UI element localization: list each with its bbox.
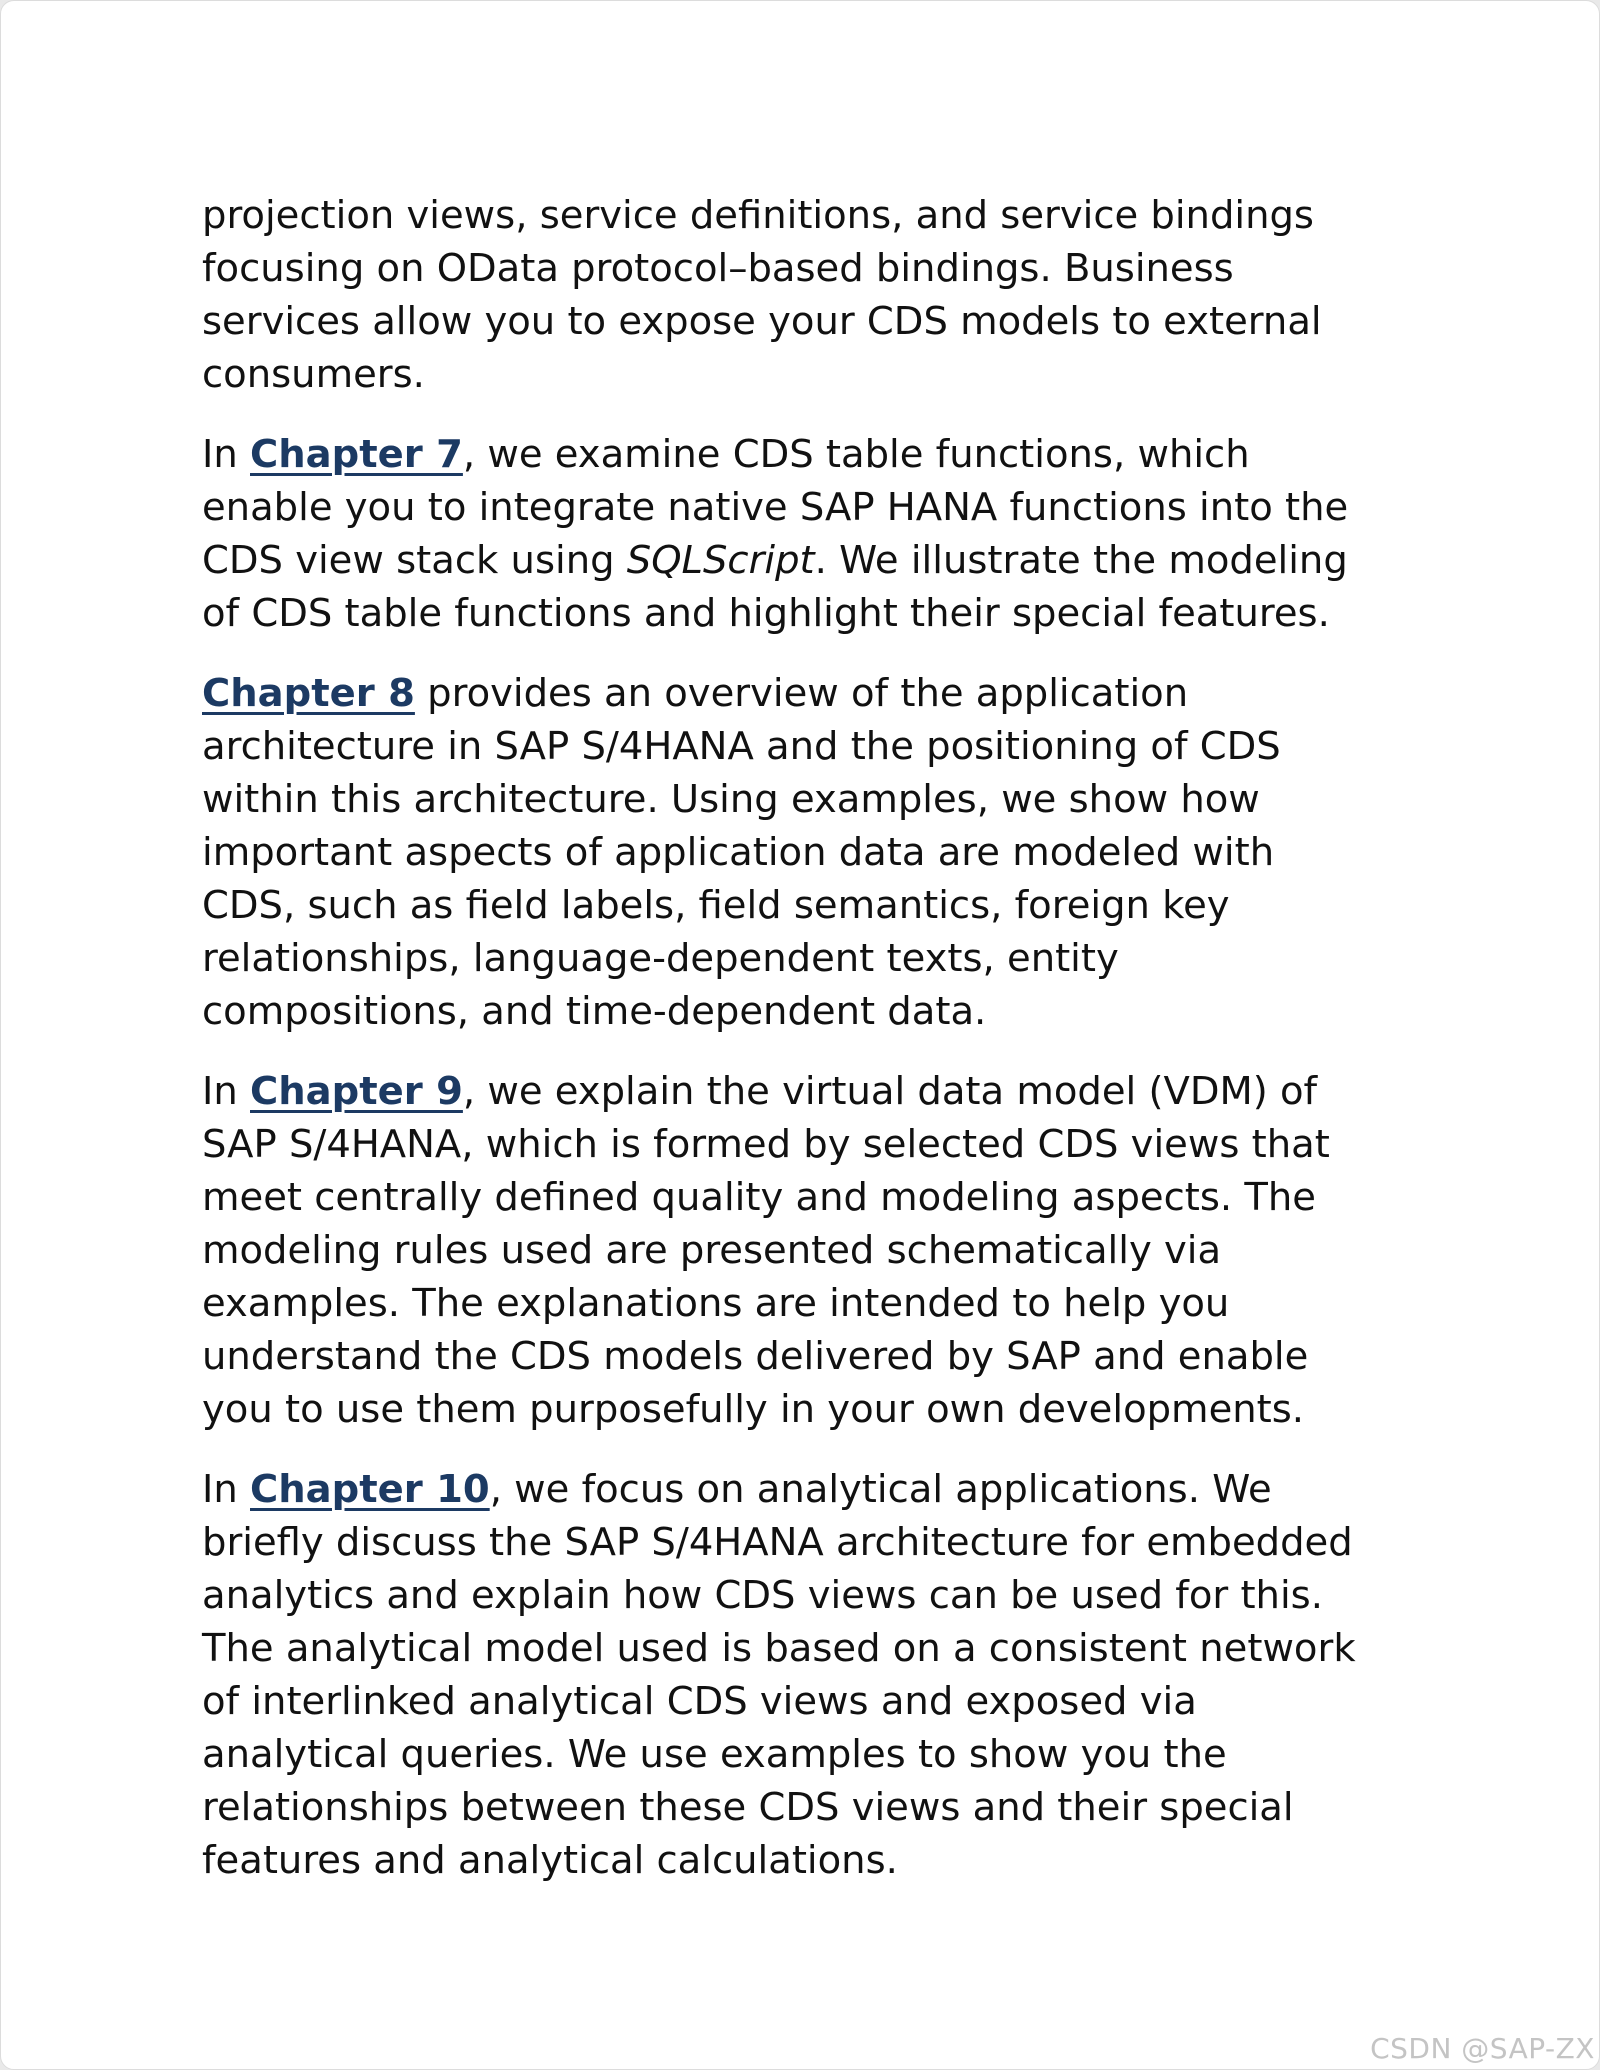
chapter-7-link[interactable]: Chapter 7 [250, 432, 463, 477]
text-line: important aspects of application data are modeled with [202, 830, 1275, 875]
text-line [202, 1065, 1402, 1118]
text-fragment: provides an overview of the application [414, 671, 1189, 716]
paragraph-1 [202, 189, 1402, 401]
paragraph-2 [202, 428, 1402, 640]
text-line: enable you to integrate native SAP HANA functions into the [202, 485, 1349, 530]
chapter-10-link[interactable]: Chapter 10 [250, 1467, 490, 1512]
text-line [202, 1463, 1402, 1516]
text-line [202, 428, 1402, 481]
text-line: briefly discuss the SAP S/4HANA architecture for embedded [202, 1520, 1353, 1565]
text-line: consumers. [202, 352, 425, 397]
csdn-watermark: CSDN @SAP-ZX [1370, 2032, 1595, 2065]
text-line: modeling rules used are presented schematically via [202, 1228, 1222, 1273]
text-line: CDS, such as field labels, field semantics, foreign key [202, 883, 1230, 928]
text-prefix: In [202, 432, 250, 477]
text-line: of interlinked analytical CDS views and exposed via [202, 1679, 1197, 1724]
text-line: understand the CDS models delivered by SAP and enable [202, 1334, 1309, 1379]
text-line: SAP S/4HANA, which is formed by selected CDS views that [202, 1122, 1330, 1167]
text-line: meet centrally defined quality and modeling aspects. The [202, 1175, 1316, 1220]
text-fragment: , we explain the virtual data model (VDM) of [462, 1069, 1318, 1114]
chapter-9-link[interactable]: Chapter 9 [250, 1069, 463, 1114]
text-line: examples. The explanations are intended to help you [202, 1281, 1230, 1326]
text-line: you to use them purposefully in your own developments. [202, 1387, 1305, 1432]
text-fragment: . We illustrate the modeling [814, 538, 1348, 583]
text-line: compositions, and time-dependent data. [202, 989, 987, 1034]
text-line: architecture in SAP S/4HANA and the positioning of CDS [202, 724, 1281, 769]
chapter-8-link[interactable]: Chapter 8 [202, 671, 415, 716]
text-line: services allow you to expose your CDS models to external [202, 299, 1322, 344]
text-line: focusing on OData protocol–based bindings. Business [202, 246, 1234, 291]
text-fragment: CDS view stack using [202, 538, 627, 583]
sqlscript-term: SQLScript [626, 538, 815, 583]
page-content [202, 189, 1402, 1914]
paragraph-4 [202, 1065, 1402, 1436]
text-line: relationships, language-dependent texts, entity [202, 936, 1119, 981]
text-prefix: In [202, 1467, 250, 1512]
paragraph-5 [202, 1463, 1402, 1887]
text-line: projection views, service definitions, and service bindings [202, 193, 1314, 238]
text-fragment: , we focus on analytical applications. We [489, 1467, 1272, 1512]
paragraph-3 [202, 667, 1402, 1038]
text-line: within this architecture. Using examples, we show how [202, 777, 1260, 822]
text-prefix: In [202, 1069, 250, 1114]
text-line [202, 534, 1402, 587]
text-line: relationships between these CDS views and their special [202, 1785, 1294, 1830]
text-line: analytical queries. We use examples to show you the [202, 1732, 1227, 1777]
text-line: of CDS table functions and highlight their special features. [202, 591, 1330, 636]
text-line [202, 667, 1402, 720]
text-line: analytics and explain how CDS views can be used for this. [202, 1573, 1323, 1618]
text-line: features and analytical calculations. [202, 1838, 898, 1883]
text-line: The analytical model used is based on a consistent network [202, 1626, 1356, 1671]
text-fragment: , we examine CDS table functions, which [462, 432, 1250, 477]
